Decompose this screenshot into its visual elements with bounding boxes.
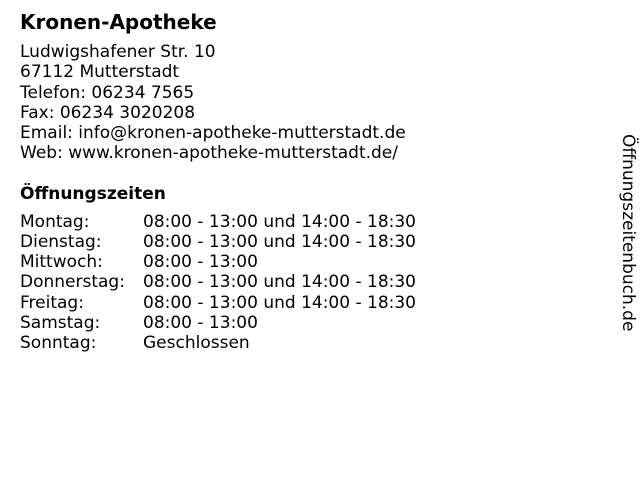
hours-time: 08:00 - 13:00 und 14:00 - 18:30 (143, 211, 416, 232)
phone-line: Telefon: 06234 7565 (20, 82, 195, 103)
hours-day: Dienstag: (20, 231, 102, 252)
street-address: Ludwigshafener Str. 10 (20, 42, 216, 62)
web-line: Web: www.kronen-apotheke-mutterstadt.de/ (20, 143, 398, 164)
hours-row-saturday (20, 313, 600, 333)
pharmacy-card (20, 10, 600, 353)
hours-row-thursday (20, 272, 600, 292)
pharmacy-name: Kronen-Apotheke (20, 10, 217, 34)
hours-time: Geschlossen (143, 333, 250, 353)
city-line: 67112 Mutterstadt (20, 62, 180, 83)
hours-time: 08:00 - 13:00 (143, 312, 258, 333)
hours-day: Mittwoch: (20, 252, 103, 273)
hours-day: Montag: (20, 211, 90, 232)
hours-day: Sonntag: (20, 333, 97, 353)
email-line: Email: info@kronen-apotheke-mutterstadt.de (20, 123, 406, 144)
hours-row-monday (20, 212, 600, 232)
hours-time: 08:00 - 13:00 und 14:00 - 18:30 (143, 292, 416, 313)
opening-hours-list (20, 212, 600, 353)
hours-row-tuesday (20, 232, 600, 252)
hours-time: 08:00 - 13:00 und 14:00 - 18:30 (143, 231, 416, 252)
hours-day: Freitag: (20, 292, 84, 313)
hours-row-sunday (20, 333, 600, 353)
hours-time: 08:00 - 13:00 und 14:00 - 18:30 (143, 272, 416, 293)
hours-row-friday (20, 293, 600, 313)
hours-time: 08:00 - 13:00 (143, 252, 258, 273)
opening-hours-title: Öffnungszeiten (20, 183, 166, 204)
hours-row-wednesday (20, 252, 600, 272)
hours-day: Samstag: (20, 312, 101, 333)
brand-watermark: Öffnungszeitenbuch.de (618, 134, 638, 332)
fax-line: Fax: 06234 3020208 (20, 102, 196, 123)
address-block (20, 42, 600, 164)
hours-day: Donnerstag: (20, 272, 125, 293)
